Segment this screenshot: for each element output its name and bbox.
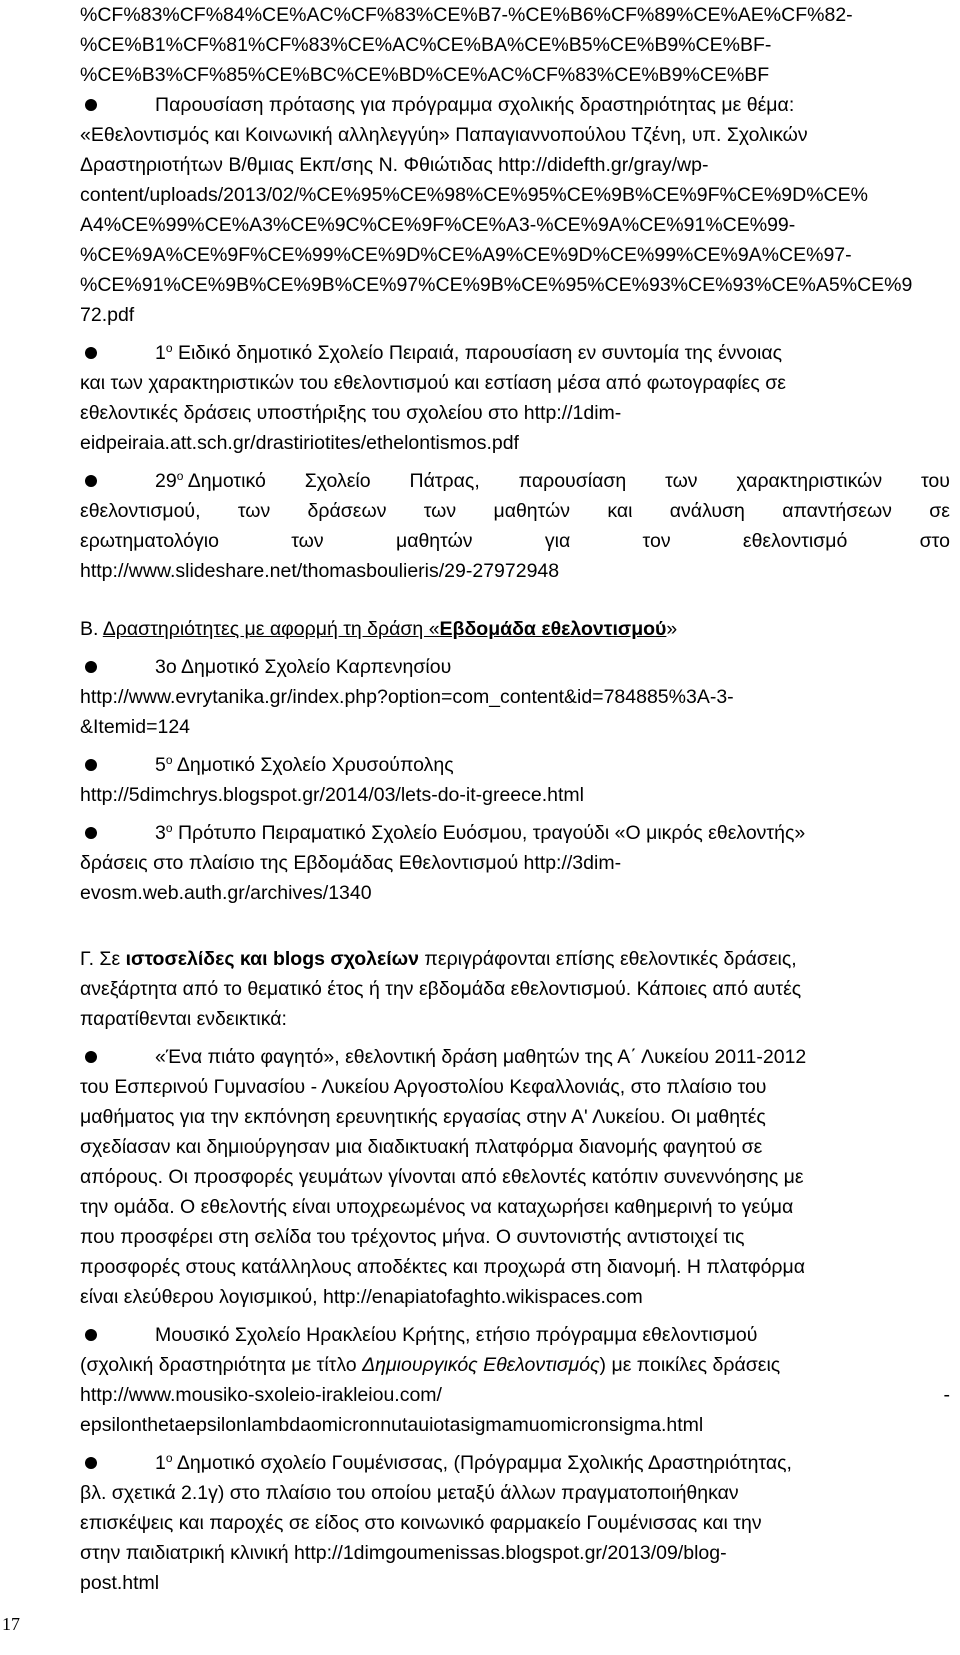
bullet-icon [85,827,97,839]
text-line: Δραστηριοτήτων Β/θμιας Εκπ/σης Ν. Φθιώτιδας http://didefth.gr/gray/wp- [80,154,709,176]
bullet-icon [85,1329,97,1341]
text-line: μαθήματος για την εκπόνηση ερευνητικής εργασίας στην Α' Λυκείου. Οι μαθητές [80,1106,766,1128]
list-item [80,818,950,908]
item-text: Παρουσίαση πρότασης για πρόγραμμα σχολικής δραστηριότητας με θέμα: [155,94,795,116]
text-line: eidpeiraia.att.sch.gr/drastiriotites/ethelontismos.pdf [80,432,519,454]
section-b-heading: Β. Δραστηριότητες με αφορμή τη δράση «Εβδομάδα εθελοντισμού» [80,618,678,640]
text-line: επισκέψεις και παροχές σε είδος στο κοινωνικό φαρμακείο Γουμένισσας και την [80,1512,762,1534]
text-line: ανεξάρτητα από το θεματικό έτος ή την εβδομάδα εθελοντισμού. Κάποιες από αυτές [80,978,802,1000]
text-line: %CE%B1%CF%81%CF%83%CE%AC%CE%BA%CE%B5%CE%B9%CE%BF- [80,34,772,56]
bullet-icon [85,347,97,359]
text-line: &Itemid=124 [80,716,191,738]
list-item [80,1042,950,1312]
text-line: 72.pdf [80,304,135,326]
bullet-icon [85,1457,97,1469]
text-line: του Εσπερινού Γυμνασίου - Λυκείου Αργοστολίου Κεφαλλονιάς, στο πλαίσιο του [80,1076,767,1098]
text-line: ερωτηματολόγιο των μαθητών για τον εθελοντισμό στο [80,530,950,552]
text-line: εθελοντισμού, των δράσεων των μαθητών και ανάλυση απαντήσεων σε [80,500,950,522]
text-line: την ομάδα. Ο εθελοντής είναι υποχρεωμένος να καταχωρήσει καθημερινή το γεύμα [80,1196,794,1218]
text-line: http://www.mousiko-sxoleio-irakleiou.com/ - [80,1384,950,1406]
bullet-icon [85,99,97,111]
item-text: $29^o$ Δημοτικό Σχολείο Πάτρας, παρουσίαση των χαρακτηριστικών του [155,469,950,492]
text-line: post.html [80,1572,160,1594]
text-line: εθελοντικές δράσεις υποστήριξης του σχολείου στο http://1dim- [80,402,622,424]
url-continuation [80,0,950,90]
text-line: epsilonthetaepsilonlambdaomicronnutauiotasigmamuomicronsigma.html [80,1414,704,1436]
item-text: Ειδικό δημοτικό Σχολείο Πειραιά, παρουσίαση εν συντομία της έννοιας [172,342,783,364]
text-line: http://www.slideshare.net/thomasboulieris/29-27972948 [80,560,560,582]
item-text: Πρότυπο Πειραματικό Σχολείο Ευόσμου, τραγούδι «Ο μικρός εθελοντής» [172,822,806,844]
bullet-icon [85,661,97,673]
text-line: που προσφέρει στη σελίδα του τρέχοντος μήνα. Ο συντονιστής αντιστοιχεί τις [80,1226,745,1248]
text-line: σχεδίασαν και δημιούργησαν μια διαδικτυακή πλατφόρμα διανομής φαγητού σε [80,1136,763,1158]
text-line: δράσεις στο πλαίσιο της Εβδομάδας Εθελοντισμού http://3dim- [80,852,622,874]
ordinal-sup: ο [165,1451,173,1465]
ordinal-sup: ο [165,753,173,767]
text-line: %CE%9A%CE%9F%CE%99%CE%9D%CE%A9%CE%9D%CE%99%CE%9A%CE%97- [80,244,852,266]
ordinal-sup: ο [165,341,173,355]
bullet-icon [85,1051,97,1063]
ordinal-number: 1 [155,342,166,364]
list-item [80,90,950,330]
text-line: προσφορές στους κατάλληλους αποδέκτες και προχωρά στη διανομή. Η πλατφόρμα [80,1256,806,1278]
bullet-icon [85,759,97,771]
item-text: Δημοτικό σχολείο Γουμένισσας, (Πρόγραμμα Σχολικής Δραστηριότητας, [172,1452,792,1474]
section-c-intro: Γ. Σε ιστοσελίδες και blogs σχολείων περιγράφονται επίσης εθελοντικές δράσεις, ανεξάρτητα από το θεματικό έτος ή την εβδομάδα εθελοντισμού. Κάποιες από αυτές παρατίθενται ενδεικτικά: [80,944,950,1034]
text-line: παρατίθενται ενδεικτικά: [80,1008,287,1030]
item-text: Μουσικό Σχολείο Ηρακλείου Κρήτης, ετήσιο πρόγραμμα εθελοντισμού [155,1324,758,1346]
list-item [80,652,950,742]
list-item [80,1448,950,1598]
list-item [80,750,950,810]
text-line: %CE%91%CE%9B%CE%9B%CE%97%CE%9B%CE%95%CE%93%CE%93%CE%A5%CE%9 [80,274,913,296]
text-line: απόρους. Οι προσφορές γευμάτων γίνονται από εθελοντές κατόπιν συνεννόησης με [80,1166,804,1188]
page-number: 17 [2,1614,20,1634]
ordinal-number: 1 [155,1452,166,1474]
item-text: Δημοτικό Σχολείο Χρυσούπολης [172,754,454,776]
ordinal-number: 5 [155,754,166,776]
ordinal-number: 3 [155,822,166,844]
text-line: στην παιδιατρική κλινική http://1dimgoumenissas.blogspot.gr/2013/09/blog- [80,1542,727,1564]
list-item [80,466,950,586]
text-line: %CE%B3%CF%85%CE%BC%CE%BD%CE%AC%CF%83%CE%B9%CE%BF [80,64,770,86]
text-line: evosm.web.auth.gr/archives/1340 [80,882,372,904]
ordinal-sup: ο [165,821,173,835]
list-item [80,1320,950,1440]
text-line: %CF%83%CF%84%CE%AC%CF%83%CE%B7-%CE%B6%CF%89%CE%AE%CF%82- [80,4,853,26]
text-line: και των χαρακτηριστικών του εθελοντισμού και εστίαση μέσα από φωτογραφίες σε [80,372,786,394]
text-line: A4%CE%99%CE%A3%CE%9C%CE%9F%CE%A3-%CE%9A%CE%91%CE%99- [80,214,796,236]
text-line: http://www.evrytanika.gr/index.php?option=com_content&id=784885%3A-3- [80,686,734,708]
text-line: «Εθελοντισμός και Κοινωνική αλληλεγγύη» Παπαγιαννοπούλου Τζένη, υπ. Σχολικών [80,124,808,146]
text-line: βλ. σχετικά 2.1γ) στο πλαίσιο του οποίου μεταξύ άλλων πραγματοποιήθηκαν [80,1482,739,1504]
item-text: «Ένα πιάτο φαγητό», εθελοντική δράση μαθητών της Α΄ Λυκείου 2011-2012 [155,1046,807,1068]
document-page [80,0,950,1598]
item-text: 3ο Δημοτικό Σχολείο Καρπενησίου [155,656,452,678]
text-line: content/uploads/2013/02/%CE%95%CE%98%CE%95%CE%9B%CE%9F%CE%9D%CE% [80,184,868,206]
text-line: (σχολική δραστηριότητα με τίτλο Δημιουργικός Εθελοντισμός) με ποικίλες δράσεις [80,1354,781,1376]
text-line: http://5dimchrys.blogspot.gr/2014/03/lets-do-it-greece.html [80,784,585,806]
text-line: είναι ελεύθερου λογισμικού, http://enapiatofaghto.wikispaces.com [80,1286,643,1308]
bullet-icon [85,475,97,487]
list-item [80,338,950,458]
